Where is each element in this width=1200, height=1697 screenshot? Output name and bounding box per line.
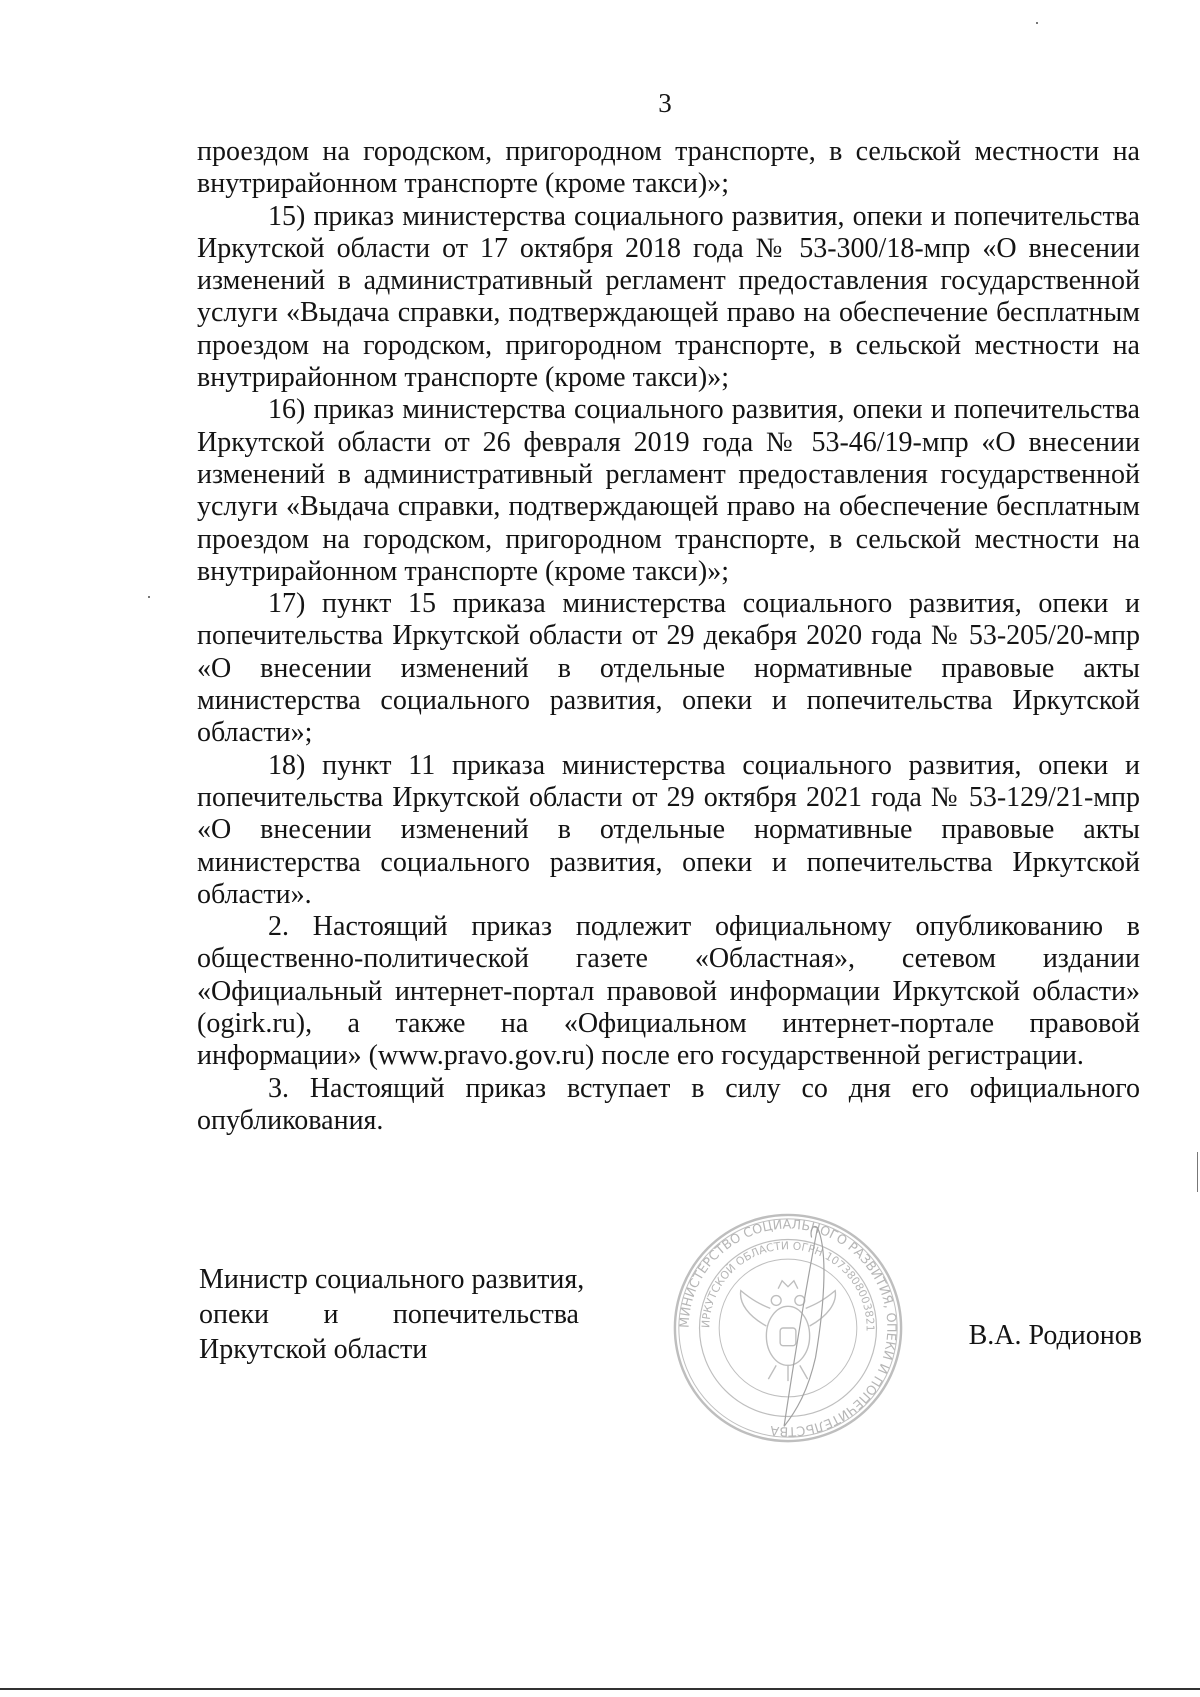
seal-inner-text: ИРКУТСКОЙ ОБЛАСТИ ОГРН 1073808003821: [699, 1239, 877, 1332]
paragraph-clause-2: 2. Настоящий приказ подлежит официальному опубликованию в общественно-политической газете «Областная», сетевом издании «Официальный интернет-портал правовой информации Иркутской области» (ogirk.ru), а также на «Официальном интернет-портале правовой информации» (www.pravo.gov.ru) после его государственной регистрации.: [197, 911, 1140, 1072]
document-body: [197, 136, 1140, 1137]
paragraph-item-17: 17) пункт 15 приказа министерства социального развития, опеки и попечительства Иркутской области от 29 декабря 2020 года № 53-205/20-мпр «О внесении изменений в отдельные нормативные правовые акты министерства социального развития, опеки и попечительства Иркутской области»;: [197, 588, 1140, 749]
page-bottom-edge: [0, 1688, 1200, 1690]
double-headed-eagle-emblem: [741, 1281, 836, 1381]
signatory-position-line-2: [199, 1297, 579, 1332]
signatory-position-word: попечительства: [392, 1299, 579, 1330]
page-number: 3: [658, 88, 672, 118]
paragraph-continuation: проездом на городском, пригородном транспорте, в сельской местности на внутрирайонном транспорте (кроме такси)»;: [197, 136, 1140, 200]
signatory-position-line-3: Иркутской области: [199, 1334, 428, 1365]
paragraph-item-16: 16) приказ министерства социального развития, опеки и попечительства Иркутской области от 26 февраля 2019 года № 53-46/19-мпр «О внесении изменений в административный регламент предоставления государственной услуги «Выдача справки, подтверждающей право на обеспечение бесплатным проездом на городском, пригородном транспорте, в сельской местности на внутрирайонном транспорте (кроме такси)»;: [197, 394, 1140, 587]
paragraph-clause-3: 3. Настоящий приказ вступает в силу со дня его официального опубликования.: [197, 1072, 1140, 1136]
seal-outer-text: МИНИСТЕРСТВО СОЦИАЛЬНОГО РАЗВИТИЯ, ОПЕКИ И ПОПЕЧИТЕЛЬСТВА: [677, 1217, 899, 1439]
signatory-name: В.А. Родионов: [968, 1320, 1142, 1351]
signatory-position-word: и: [323, 1299, 339, 1330]
scan-speck: [148, 596, 150, 598]
signatory-position-line-1: Министр социального развития,: [199, 1264, 585, 1295]
paragraph-item-18: 18) пункт 11 приказа министерства социального развития, опеки и попечительства Иркутской области от 29 октября 2021 года № 53-129/21-мпр «О внесении изменений в отдельные нормативные правовые акты министерства социального развития, опеки и попечительства Иркутской области».: [197, 749, 1140, 910]
official-seal: [670, 1210, 906, 1446]
scan-speck: [1036, 22, 1038, 24]
paragraph-item-15: 15) приказ министерства социального развития, опеки и попечительства Иркутской области от 17 октября 2018 года № 53-300/18-мпр «О внесении изменений в административный регламент предоставления государственной услуги «Выдача справки, подтверждающей право на обеспечение бесплатным проездом на городском, пригородном транспорте, в сельской местности на внутрирайонном транспорте (кроме такси)»;: [197, 200, 1140, 394]
scan-edge-mark: [1197, 1152, 1198, 1192]
signatory-position-word: опеки: [199, 1299, 269, 1330]
signatory-position: [199, 1262, 585, 1367]
